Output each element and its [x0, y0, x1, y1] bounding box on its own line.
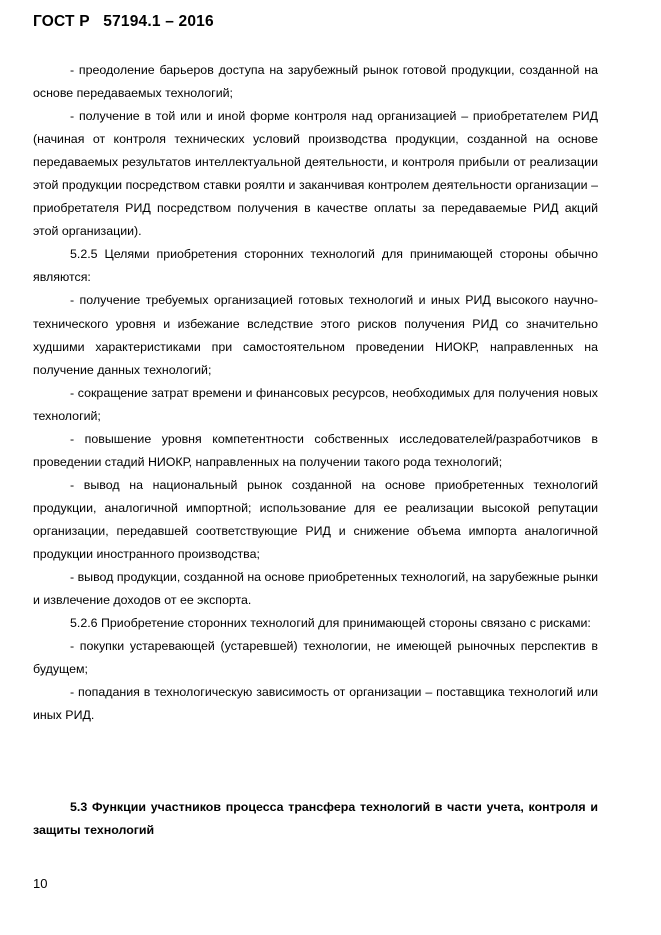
- document-body: [33, 59, 598, 727]
- document-header: ГОСТ Р 57194.1 – 2016: [33, 13, 214, 30]
- paragraph-national-market: - вывод на национальный рынок созданной на основе приобретенных технологий продукции, аналогичной импортной; использование для ее реализации высокой репутации организации, передавшей соответствующие РИД и снижение объема импорта аналогичной продукции иностранного производства;: [33, 477, 598, 561]
- paragraph-control-acquisition: - получение в той или и иной форме контроля над организацией – приобретателем РИД (начиная от контроля технических условий производства продукции, созданной на основе передаваемых результатов интеллектуальной деятельности, и контроля прибыли от реализации этой продукции посредством ставки роялти и заканчивая контролем деятельности организации – приобретателя РИД посредством получения в качестве оплаты за передаваемые РИД акций этой организации).: [33, 109, 598, 239]
- section-heading: 5.3 Функции участников процесса трансфера технологий в части учета, контроля и защиты технологий: [33, 800, 598, 838]
- paragraph-barrier-removal: - преодоление барьеров доступа на зарубежный рынок готовой продукции, созданной на основе передаваемых технологий;: [33, 63, 598, 101]
- paragraph-cost-reduction: - сокращение затрат времени и финансовых ресурсов, необходимых для получения новых технологий;: [33, 385, 598, 423]
- paragraph-outdated-technology: - покупки устаревающей (устаревшей) технологии, не имеющей рыночных перспектив в будущем;: [33, 639, 598, 677]
- paragraph-competence-increase: - повышение уровня компетентности собственных исследователей/разработчиков в проведении стадий НИОКР, направленных на получении такого рода технологий;: [33, 431, 598, 469]
- paragraph-technology-dependence: - попадания в технологическую зависимость от организации – поставщика технологий или иных РИД.: [33, 685, 598, 723]
- page-number: 10: [33, 876, 48, 891]
- paragraph-clause-5-2-6: 5.2.6 Приобретение сторонних технологий для принимающей стороны связано с рисками:: [70, 616, 591, 631]
- paragraph-clause-5-2-5: 5.2.5 Целями приобретения сторонних технологий для принимающей стороны обычно являются:: [33, 247, 598, 285]
- paragraph-foreign-market: - вывод продукции, созданной на основе приобретенных технологий, на зарубежные рынки и извлечение доходов от ее экспорта.: [33, 570, 598, 608]
- paragraph-ready-technologies: - получение требуемых организацией готовых технологий и иных РИД высокого научно-технического уровня и избежание вследствие этого рисков получения РИД со значительно худшими характеристиками при самостоятельном проведении НИОКР, направленных на получение данных технологий;: [33, 293, 598, 377]
